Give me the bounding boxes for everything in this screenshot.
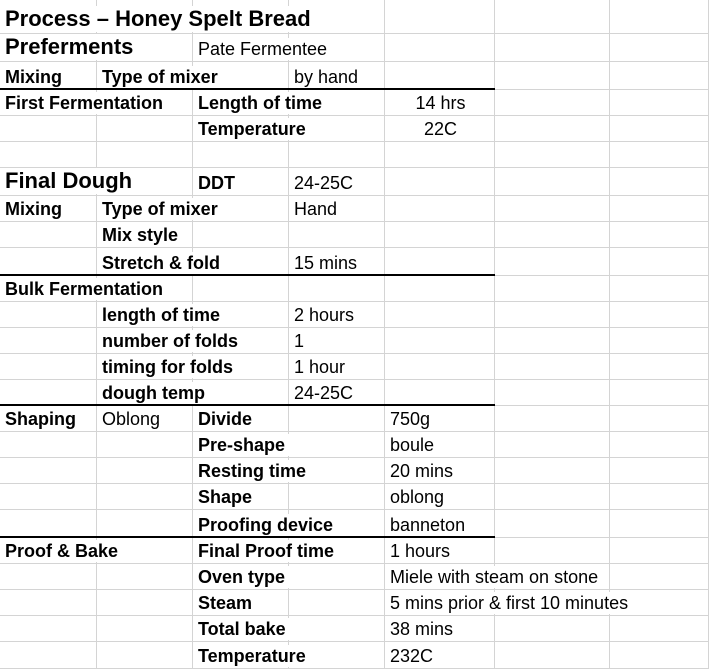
gridline-vertical (609, 0, 610, 669)
cell-r21-c1[interactable] (0, 538, 122, 564)
cell-label: Divide (193, 408, 256, 430)
cell-value: Oblong (97, 408, 164, 430)
cell-r14-c2[interactable] (97, 354, 237, 380)
cell-value: Hand (289, 198, 341, 220)
cell-label: Total bake (193, 618, 290, 640)
cell-r25-c3[interactable] (193, 642, 310, 669)
cell-r4-c1[interactable] (0, 90, 167, 116)
cell-label: Stretch & fold (97, 252, 224, 274)
gridline-horizontal (0, 457, 709, 458)
cell-r14-c4[interactable] (289, 354, 349, 380)
gridline-horizontal (0, 483, 709, 484)
cell-value: boule (385, 434, 438, 456)
cell-r23-c5[interactable] (385, 590, 632, 616)
gridline-horizontal (0, 641, 709, 642)
cell-value: 15 mins (289, 252, 361, 274)
cell-value: 232C (385, 645, 437, 667)
cell-label: Type of mixer (97, 198, 222, 220)
cell-value: 1 (289, 330, 308, 352)
cell-r21-c5[interactable] (385, 538, 454, 564)
cell-value: banneton (385, 514, 469, 536)
cell-label: Length of time (193, 92, 326, 114)
cell-value: 5 mins prior & first 10 minutes (385, 592, 632, 614)
cell-r21-c3[interactable] (193, 538, 338, 564)
cell-r24-c5[interactable] (385, 616, 457, 642)
cell-label: Resting time (193, 460, 310, 482)
cell-r10-c2[interactable] (97, 248, 224, 276)
cell-r16-c1[interactable] (0, 406, 80, 432)
cell-r7-c3[interactable] (193, 168, 239, 196)
cell-value: 38 mins (385, 618, 457, 640)
cell-r13-c2[interactable] (97, 328, 242, 354)
cell-label: number of folds (97, 330, 242, 352)
cell-label: Type of mixer (97, 66, 222, 88)
cell-r18-c5[interactable] (385, 458, 457, 484)
cell-value: 14 hrs (410, 92, 469, 114)
cell-r25-c5[interactable] (385, 642, 437, 669)
cell-label: Shape (193, 486, 256, 508)
cell-value: 1 hour (289, 356, 349, 378)
cell-value: by hand (289, 66, 362, 88)
cell-label: Shaping (0, 408, 80, 430)
cell-r16-c2[interactable] (97, 406, 164, 432)
cell-r5-c3[interactable] (193, 116, 310, 142)
cell-r16-c3[interactable] (193, 406, 256, 432)
cell-value: 20 mins (385, 460, 457, 482)
cell-value: 24-25C (289, 172, 357, 194)
cell-value: 24-25C (289, 382, 357, 404)
cell-r19-c3[interactable] (193, 484, 256, 510)
cell-r18-c3[interactable] (193, 458, 310, 484)
cell-r13-c4[interactable] (289, 328, 308, 354)
cell-r3-c4[interactable] (289, 62, 362, 90)
cell-label: Process – Honey Spelt Bread (0, 6, 315, 32)
cell-r15-c4[interactable] (289, 380, 357, 406)
cell-r3-c2[interactable] (97, 62, 222, 90)
cell-r15-c2[interactable] (97, 380, 209, 406)
cell-r1-c1[interactable] (0, 0, 315, 34)
cell-label: Mixing (0, 66, 66, 88)
cell-label: Bulk Fermentation (0, 278, 167, 300)
cell-value: 750g (385, 408, 434, 430)
cell-r16-c5[interactable] (385, 406, 434, 432)
cell-value: Pate Fermentee (193, 38, 331, 60)
cell-r10-c4[interactable] (289, 248, 361, 276)
cell-label: Oven type (193, 566, 289, 588)
cell-r22-c3[interactable] (193, 564, 289, 590)
cell-label: Mixing (0, 198, 66, 220)
cell-label: Steam (193, 592, 256, 614)
cell-r24-c3[interactable] (193, 616, 290, 642)
cell-label: timing for folds (97, 356, 237, 378)
cell-r8-c1[interactable] (0, 196, 66, 222)
cell-r8-c4[interactable] (289, 196, 341, 222)
cell-r12-c2[interactable] (97, 302, 224, 328)
cell-label: Temperature (193, 645, 310, 667)
cell-label: Mix style (97, 224, 182, 246)
cell-r22-c5[interactable] (385, 564, 602, 590)
cell-r7-c1[interactable] (0, 168, 136, 196)
cell-value: oblong (385, 486, 448, 508)
cell-label: dough temp (97, 382, 209, 404)
cell-r11-c1[interactable] (0, 276, 167, 302)
cell-r3-c1[interactable] (0, 62, 66, 90)
cell-label: Final Proof time (193, 540, 338, 562)
cell-label: Temperature (193, 118, 310, 140)
cell-r20-c5[interactable] (385, 510, 469, 538)
gridline-horizontal (0, 509, 709, 510)
cell-label: First Fermentation (0, 92, 167, 114)
cell-r8-c2[interactable] (97, 196, 222, 222)
cell-label: Proofing device (193, 514, 337, 536)
cell-value: 2 hours (289, 304, 358, 326)
cell-r20-c3[interactable] (193, 510, 337, 538)
cell-r17-c5[interactable] (385, 432, 438, 458)
cell-value: Miele with steam on stone (385, 566, 602, 588)
gridline-horizontal (0, 141, 709, 142)
cell-label: DDT (193, 172, 239, 194)
cell-label: Preferments (0, 34, 137, 60)
cell-label: Pre-shape (193, 434, 289, 456)
cell-r19-c5[interactable] (385, 484, 448, 510)
cell-r2-c3[interactable] (193, 34, 331, 62)
cell-label: Proof & Bake (0, 540, 122, 562)
cell-r23-c3[interactable] (193, 590, 256, 616)
cell-r9-c2[interactable] (97, 222, 182, 248)
cell-label: length of time (97, 304, 224, 326)
cell-r12-c4[interactable] (289, 302, 358, 328)
cell-value: 22C (419, 118, 461, 140)
cell-r7-c4[interactable] (289, 168, 357, 196)
cell-r4-c5[interactable] (385, 90, 495, 116)
cell-value: 1 hours (385, 540, 454, 562)
cell-r2-c1[interactable] (0, 34, 137, 62)
cell-r4-c3[interactable] (193, 90, 326, 116)
cell-label: Final Dough (0, 168, 136, 194)
cell-r17-c3[interactable] (193, 432, 289, 458)
cell-r5-c5[interactable] (385, 116, 495, 142)
